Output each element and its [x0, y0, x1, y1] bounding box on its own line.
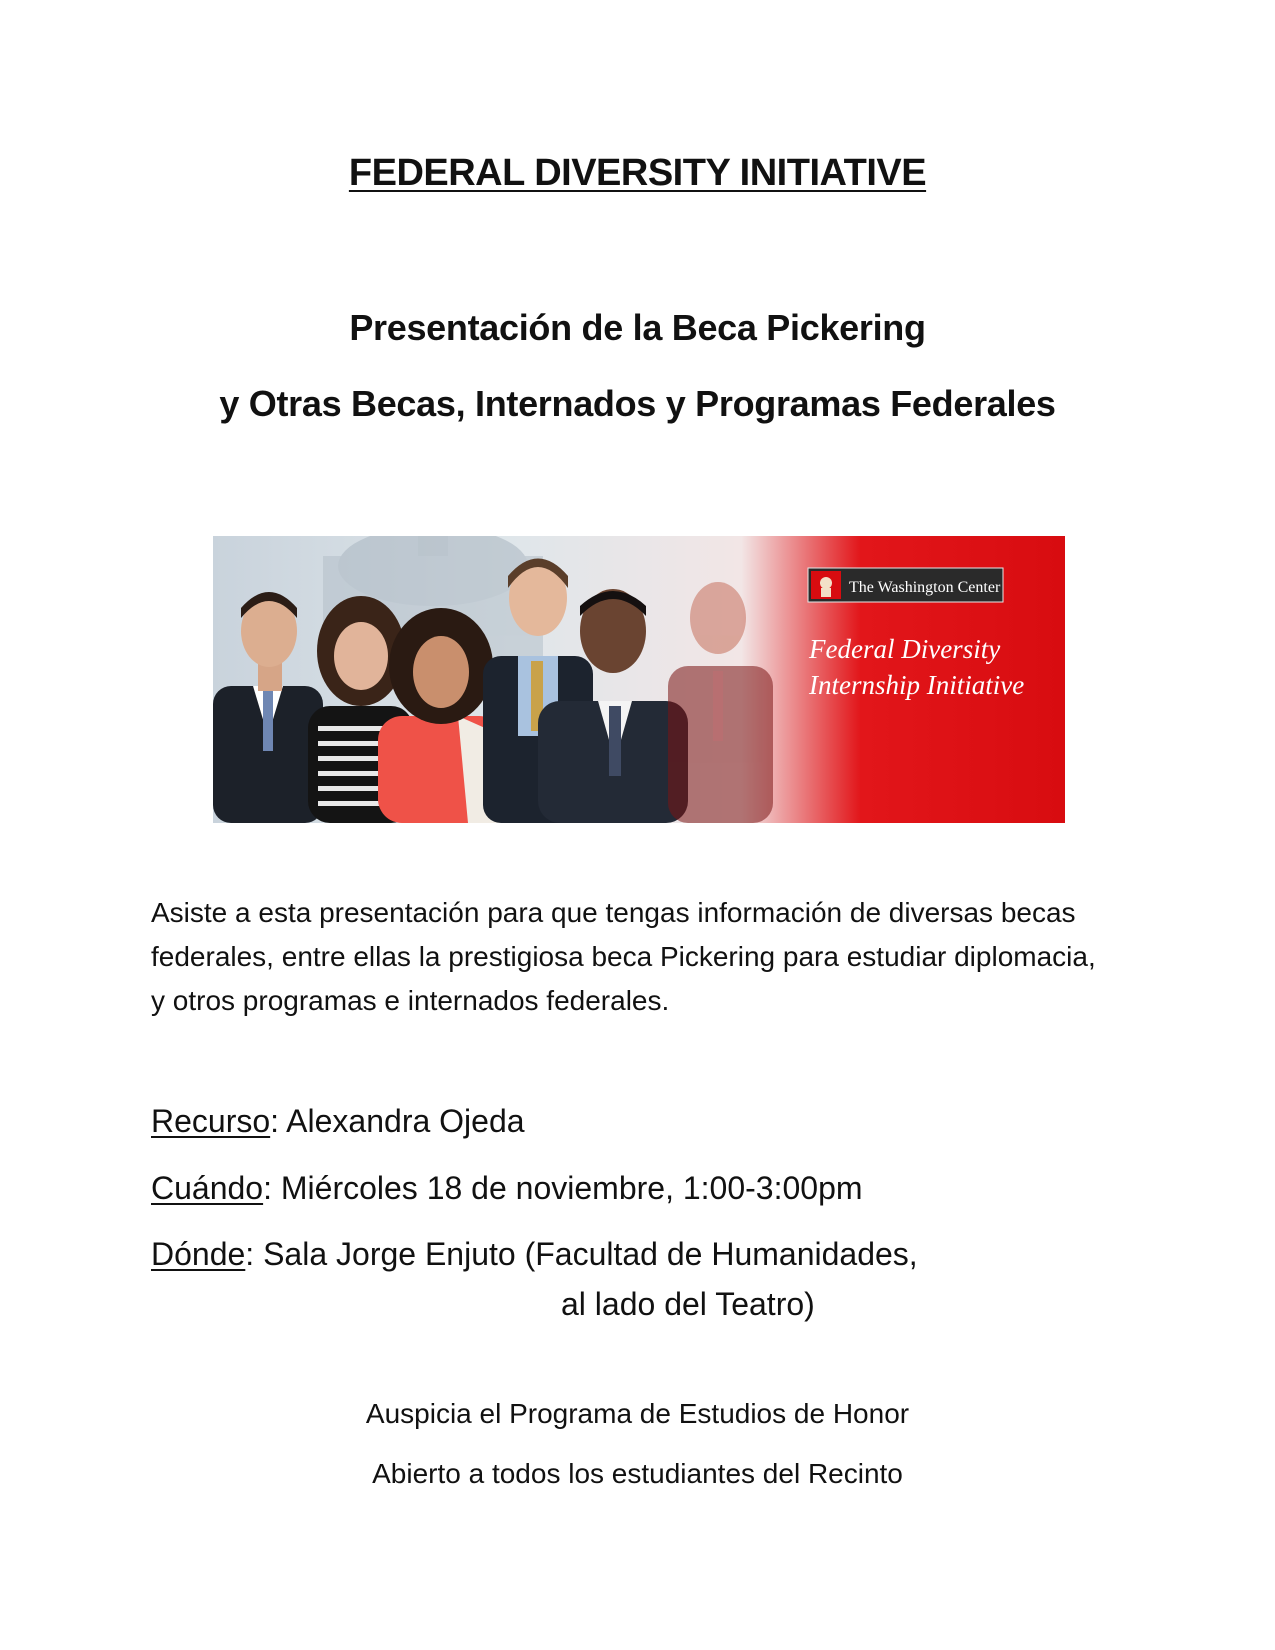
person-1: [213, 592, 323, 823]
banner-graphic: [213, 536, 1065, 823]
detail-cuando: [151, 1170, 863, 1207]
person-5: [538, 589, 688, 823]
brand-logo: [808, 568, 1003, 602]
tagline-line-1: Federal Diversity: [809, 634, 1001, 664]
subtitle-line-2: y Otras Becas, Internados y Programas Federales: [219, 383, 1056, 424]
donde-value: : Sala Jorge Enjuto (Facultad de Humanidades,: [245, 1236, 918, 1272]
person-6: [668, 582, 773, 823]
recurso-value: : Alexandra Ojeda: [270, 1103, 525, 1139]
document-title: FEDERAL DIVERSITY INITIATIVE: [348, 152, 927, 194]
recurso-label: Recurso: [151, 1103, 271, 1139]
cuando-value: : Miércoles 18 de noviembre, 1:00-3:00pm: [263, 1170, 863, 1206]
banner-image: [213, 536, 1065, 823]
donde-value-line-2: al lado del Teatro): [561, 1286, 815, 1322]
description-paragraph: Asiste a esta presentación para que tengas información de diversas becas federales, entre ellas la prestigiosa beca Pickering para estudiar diplomacia, y otros programas e internados federales.: [151, 897, 1096, 1016]
subtitle-line-1: Presentación de la Beca Pickering: [349, 307, 926, 348]
tagline-line-2: Internship Initiative: [809, 670, 1025, 700]
cuando-label: Cuándo: [151, 1170, 264, 1206]
footer-audience: Abierto a todos los estudiantes del Recinto: [372, 1458, 903, 1489]
brand-text: The Washington Center: [849, 579, 1001, 596]
detail-recurso: [151, 1103, 525, 1140]
donde-label: Dónde: [151, 1236, 246, 1272]
footer-sponsor: Auspicia el Programa de Estudios de Honor: [365, 1398, 910, 1429]
detail-donde: [151, 1236, 918, 1273]
